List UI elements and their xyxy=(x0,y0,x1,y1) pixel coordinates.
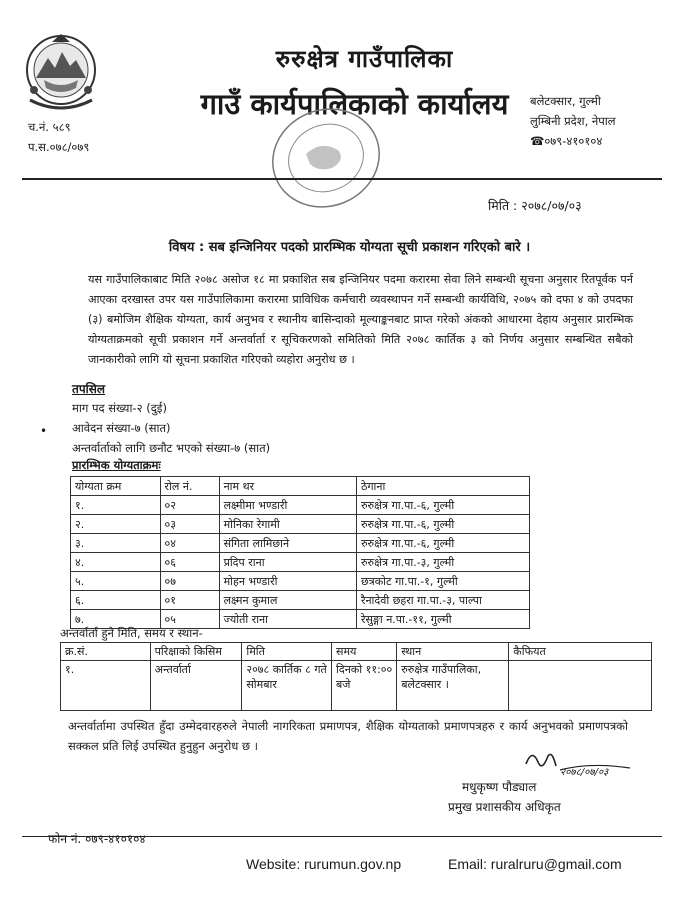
signer-name: मधुकृष्ण पौड्याल xyxy=(462,780,537,794)
interview-header-venue: स्थान xyxy=(397,643,509,661)
details-heading: तपसिल xyxy=(72,382,106,396)
time-cell: दिनको ११:०० बजे xyxy=(332,661,397,711)
table-row xyxy=(71,591,530,610)
table-row xyxy=(71,515,530,534)
roll-cell: ०३ xyxy=(160,515,219,534)
rank-cell: ४. xyxy=(71,553,161,572)
header-phone: ☎०७९-४१०१०४ xyxy=(530,134,603,148)
rank-cell: ६. xyxy=(71,591,161,610)
merit-header-rank: योग्यता क्रम xyxy=(71,477,161,496)
rank-cell: ५. xyxy=(71,572,161,591)
address-line-1: बलेटक्सार, गुल्मी xyxy=(530,94,601,108)
interview-header-sn: क्र.सं. xyxy=(61,643,151,661)
table-row xyxy=(71,572,530,591)
rank-cell: ७. xyxy=(71,610,161,629)
merit-header-address: ठेगाना xyxy=(356,477,529,496)
rank-cell: २. xyxy=(71,515,161,534)
address-cell: रुरुक्षेत्र गा.पा.-६, गुल्मी xyxy=(356,534,529,553)
address-cell: रेसुङ्गा न.पा.-११, गुल्मी xyxy=(356,610,529,629)
table-row xyxy=(71,534,530,553)
footer-phone: फोन नं. ०७९-४१०१०४ xyxy=(48,832,146,846)
roll-cell: ०५ xyxy=(160,610,219,629)
applications-count: आवेदन संख्या-७ (सात) xyxy=(72,421,171,435)
interview-table xyxy=(60,642,652,711)
posts-count: माग पद संख्या-२ (दुई) xyxy=(72,401,167,415)
signer-title: प्रमुख प्रशासकीय अधिकृत xyxy=(448,800,561,814)
date-cell: २०७८ कार्तिक ८ गते सोमबार xyxy=(242,661,332,711)
shortlisted-count: अन्तर्वार्ताको लागि छनौट भएको संख्या-७ (सात) xyxy=(72,441,271,455)
merit-header-roll: रोल नं. xyxy=(160,477,219,496)
name-cell: लक्ष्मन कुमाल xyxy=(219,591,356,610)
address-cell: रुरुक्षेत्र गा.पा.-६, गुल्मी xyxy=(356,496,529,515)
fiscal-year: प.स.०७८/०७९ xyxy=(28,140,90,154)
signature-date: २०७८/०७/०३ xyxy=(560,767,609,778)
interview-heading: अन्तर्वार्ता हुने मिति, समय र स्थान- xyxy=(60,626,203,640)
name-cell: मोनिका रेगामी xyxy=(219,515,356,534)
rank-cell: १. xyxy=(71,496,161,515)
table-row xyxy=(71,496,530,515)
name-cell: मोहन भण्डारी xyxy=(219,572,356,591)
interview-header-time: समय xyxy=(332,643,397,661)
venue-cell: रुरुक्षेत्र गाउँपालिका, बलेटक्सार । xyxy=(397,661,509,711)
address-line-2: लुम्बिनी प्रदेश, नेपाल xyxy=(530,114,616,128)
organization-name: रुरुक्षेत्र गाउँपालिका xyxy=(275,45,454,73)
table-row xyxy=(71,553,530,572)
footer-website: Website: rurumun.gov.np xyxy=(246,856,402,872)
address-cell: रैनादेवी छहरा गा.पा.-३, पाल्पा xyxy=(356,591,529,610)
interview-header-remarks: कैफियत xyxy=(509,643,652,661)
address-cell: रुरुक्षेत्र गा.पा.-६, गुल्मी xyxy=(356,515,529,534)
header-divider xyxy=(22,178,662,180)
name-cell: प्रदिप राना xyxy=(219,553,356,572)
address-cell: रुरुक्षेत्र गा.पा.-३, गुल्मी xyxy=(356,553,529,572)
roll-cell: ०१ xyxy=(160,591,219,610)
sn-cell: १. xyxy=(61,661,151,711)
office-name: गाउँ कार्यपालिकाको कार्यालय xyxy=(200,87,509,121)
name-cell: ज्योती राना xyxy=(219,610,356,629)
closing-note: अन्तर्वार्तामा उपस्थित हुँदा उम्मेदवारहरुले नेपाली नागरिकता प्रमाणपत्र, शैक्षिक योग्यताको प्रमाणपत्रहरु र कार्य अनुभवको प्रमाणपत्रको सक्कल प्रति लिई उपस्थित हुनुहुन अनुरोध छ । xyxy=(68,719,628,753)
roll-cell: ०४ xyxy=(160,534,219,553)
table-row xyxy=(61,661,652,711)
footer-email: Email: ruralruru@gmail.com xyxy=(448,856,622,872)
merit-header-name: नाम थर xyxy=(219,477,356,496)
bullet-dot: • xyxy=(40,424,48,438)
letter-date: मिति : २०७८/०७/०३ xyxy=(488,198,582,213)
roll-cell: ०७ xyxy=(160,572,219,591)
interview-header-type: परिक्षाको किसिम xyxy=(150,643,242,661)
remarks-cell xyxy=(509,661,652,711)
rank-cell: ३. xyxy=(71,534,161,553)
merit-list-heading: प्रारम्भिक योग्यताक्रमः xyxy=(72,458,161,472)
merit-table xyxy=(70,476,530,629)
letter-subject: विषय : सब इन्जिनियर पदको प्रारम्भिक योग्यता सूची प्रकाशन गरिएको बारे । xyxy=(168,240,531,255)
interview-header-date: मिति xyxy=(242,643,332,661)
roll-cell: ०२ xyxy=(160,496,219,515)
name-cell: लक्ष्मीमा भण्डारी xyxy=(219,496,356,515)
letter-body: यस गाउँपालिकाबाट मिति २०७८ असोज १८ मा प्रकाशित सब इन्जिनियर पदमा करारमा सेवा लिने सम्बन्धी सूचना अनुसार रितपूर्वक पर्न आएका दरखास्त उपर यस गाउँपालिकामा करारमा प्राविधिक कर्मचारी व्यवस्थापन गर्ने सम्बन्धी कार्यविधि, २०७५ को दफा ४ को उपदफा (३) बमोजिम शैक्षिक योग्यता, कार्य अनुभव र स्थानीय बासिन्दाको मूल्याङ्कनबाट प्राप्त गरेको अंकको आधारमा देहाय अनुसार प्रारम्भिक योग्यताक्रमको सूची प्रकाशन गर्ने अन्तर्वार्ता र सूचिकरणको समितिको मिति २०७८ कार्तिक ३ को निर्णय अनुसार सम्बन्धित सबैको जानकारीको लागि यो सूचना प्रकाशित गरिएको व्यहोरा अनुरोध छ । xyxy=(88,273,633,366)
office-stamp xyxy=(266,104,386,212)
address-cell: छत्रकोट गा.पा.-१, गुल्मी xyxy=(356,572,529,591)
exam-type-cell: अन्तर्वार्ता xyxy=(150,661,242,711)
reference-number: च.नं. ५८९ xyxy=(28,120,71,134)
roll-cell: ०६ xyxy=(160,553,219,572)
name-cell: संगिता लामिछाने xyxy=(219,534,356,553)
